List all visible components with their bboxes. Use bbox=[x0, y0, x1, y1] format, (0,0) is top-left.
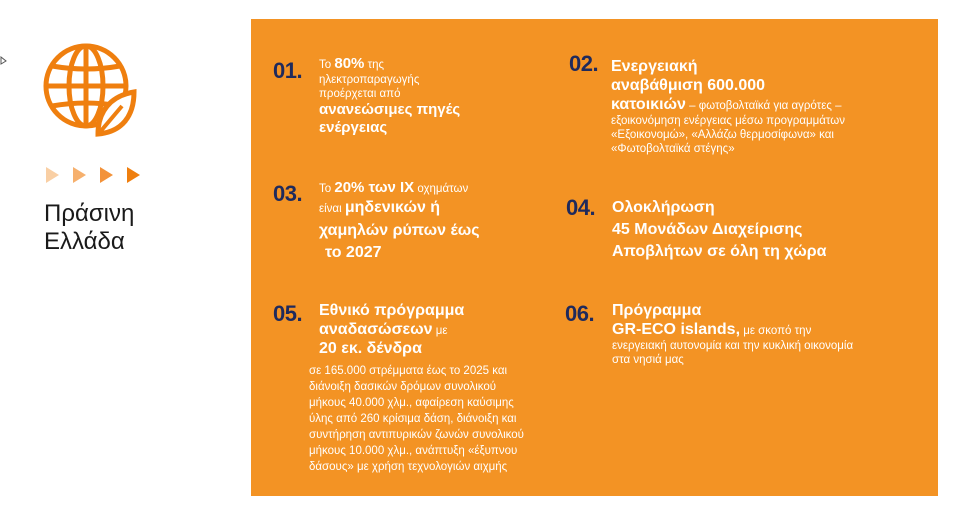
text-line: στα νησιά μας bbox=[612, 354, 684, 366]
text-highlight: 20% των ΙΧ bbox=[334, 179, 415, 196]
text-part: με bbox=[432, 325, 448, 337]
item-text bbox=[611, 57, 845, 156]
item-number: 04. bbox=[566, 195, 596, 220]
text-part: με σκοπό την bbox=[740, 325, 812, 337]
text-part: Το bbox=[319, 183, 335, 195]
item-02 bbox=[569, 51, 929, 171]
text-highlight: Πρόγραμμα bbox=[612, 302, 702, 319]
text-line: ύλης από 260 κρίσιμα δάση, διάνοιξη και bbox=[309, 413, 517, 425]
text-line: συντήρηση αντιπυρικών ζωνών συνολικού bbox=[309, 429, 524, 441]
item-number: 02. bbox=[569, 51, 599, 76]
text-highlight: αναβάθμιση 600.000 bbox=[611, 77, 766, 94]
item-03 bbox=[273, 179, 563, 274]
item-text bbox=[319, 179, 480, 264]
text-line: ηλεκτροπαραγωγής bbox=[319, 74, 420, 86]
item-number: 06. bbox=[565, 301, 595, 326]
item-05 bbox=[273, 299, 573, 484]
section-title-line1: Πράσινη bbox=[44, 200, 135, 227]
item-06 bbox=[565, 301, 930, 381]
text-highlight: το 2027 bbox=[325, 244, 382, 261]
text-highlight: ανανεώσιμες πηγές bbox=[319, 101, 461, 118]
text-highlight: Ολοκλήρωση bbox=[612, 199, 715, 216]
text-line: διάνοιξη δασικών δρόμων συνολικού bbox=[309, 381, 497, 393]
globe-leaf-icon bbox=[38, 40, 138, 140]
item-number: 01. bbox=[273, 58, 303, 83]
item-text bbox=[612, 197, 826, 263]
text-highlight: μηδενικών ή bbox=[344, 199, 441, 216]
text-line: «Εξοικονομώ», «Αλλάζω θερμοσίφωνα» και bbox=[611, 129, 834, 141]
text-part: είναι bbox=[319, 203, 345, 215]
text-highlight: κατοικιών bbox=[611, 96, 686, 113]
item-text bbox=[319, 55, 460, 137]
arrow-icon bbox=[46, 167, 59, 183]
text-line: εξοικονόμηση ενέργειας μέσω προγραμμάτων bbox=[611, 115, 845, 127]
text-line: προέρχεται από bbox=[319, 88, 401, 100]
text-line: μήκους 10.000 χλμ., ανάπτυξη «έξυπνου bbox=[309, 445, 518, 457]
decorative-arrows bbox=[46, 167, 156, 183]
text-part: Το bbox=[319, 59, 335, 71]
item-text bbox=[612, 301, 853, 367]
item-number: 05. bbox=[273, 301, 303, 326]
text-part: οχημάτων bbox=[414, 183, 469, 195]
text-highlight: Αποβλήτων σε όλη τη χώρα bbox=[612, 243, 827, 260]
text-highlight: αναδασώσεων bbox=[319, 321, 433, 338]
arrow-icon bbox=[100, 167, 113, 183]
item-01 bbox=[273, 55, 553, 145]
text-highlight: χαμηλών ρύπων έως bbox=[319, 222, 480, 239]
content-panel bbox=[251, 19, 938, 496]
text-line: ενεργειακή αυτονομία και την κυκλική οικονομία bbox=[612, 340, 854, 352]
item-04 bbox=[566, 195, 926, 275]
text-highlight: ενέργειας bbox=[319, 119, 388, 136]
arrow-icon bbox=[73, 167, 86, 183]
text-part: της bbox=[364, 59, 385, 71]
text-highlight: Ενεργειακή bbox=[611, 58, 698, 75]
text-line: μήκους 40.000 χλμ., αφαίρεση καύσιμης bbox=[309, 397, 514, 409]
cursor-icon bbox=[0, 56, 8, 66]
text-highlight: 20 εκ. δένδρα bbox=[319, 340, 422, 357]
text-line: «Φωτοβολταϊκά στέγης» bbox=[611, 143, 735, 155]
text-line: σε 165.000 στρέμματα έως το 2025 και bbox=[309, 365, 508, 377]
text-part: – φωτοβολταϊκά για αγρότες – bbox=[685, 100, 842, 112]
item-number: 03. bbox=[273, 181, 303, 206]
item-description bbox=[309, 363, 524, 475]
text-highlight: 45 Μονάδων Διαχείρισης bbox=[612, 221, 803, 238]
text-line: δάσους» με χρήση τεχνολογιών αιχμής bbox=[309, 461, 508, 473]
item-text bbox=[319, 301, 464, 358]
arrow-icon bbox=[127, 167, 140, 183]
text-highlight: 80% bbox=[334, 55, 365, 72]
text-highlight: GR-ECO islands, bbox=[612, 321, 741, 338]
text-highlight: Εθνικό πρόγραμμα bbox=[319, 302, 465, 319]
section-title bbox=[44, 200, 134, 256]
section-title-line2: Ελλάδα bbox=[44, 228, 125, 255]
